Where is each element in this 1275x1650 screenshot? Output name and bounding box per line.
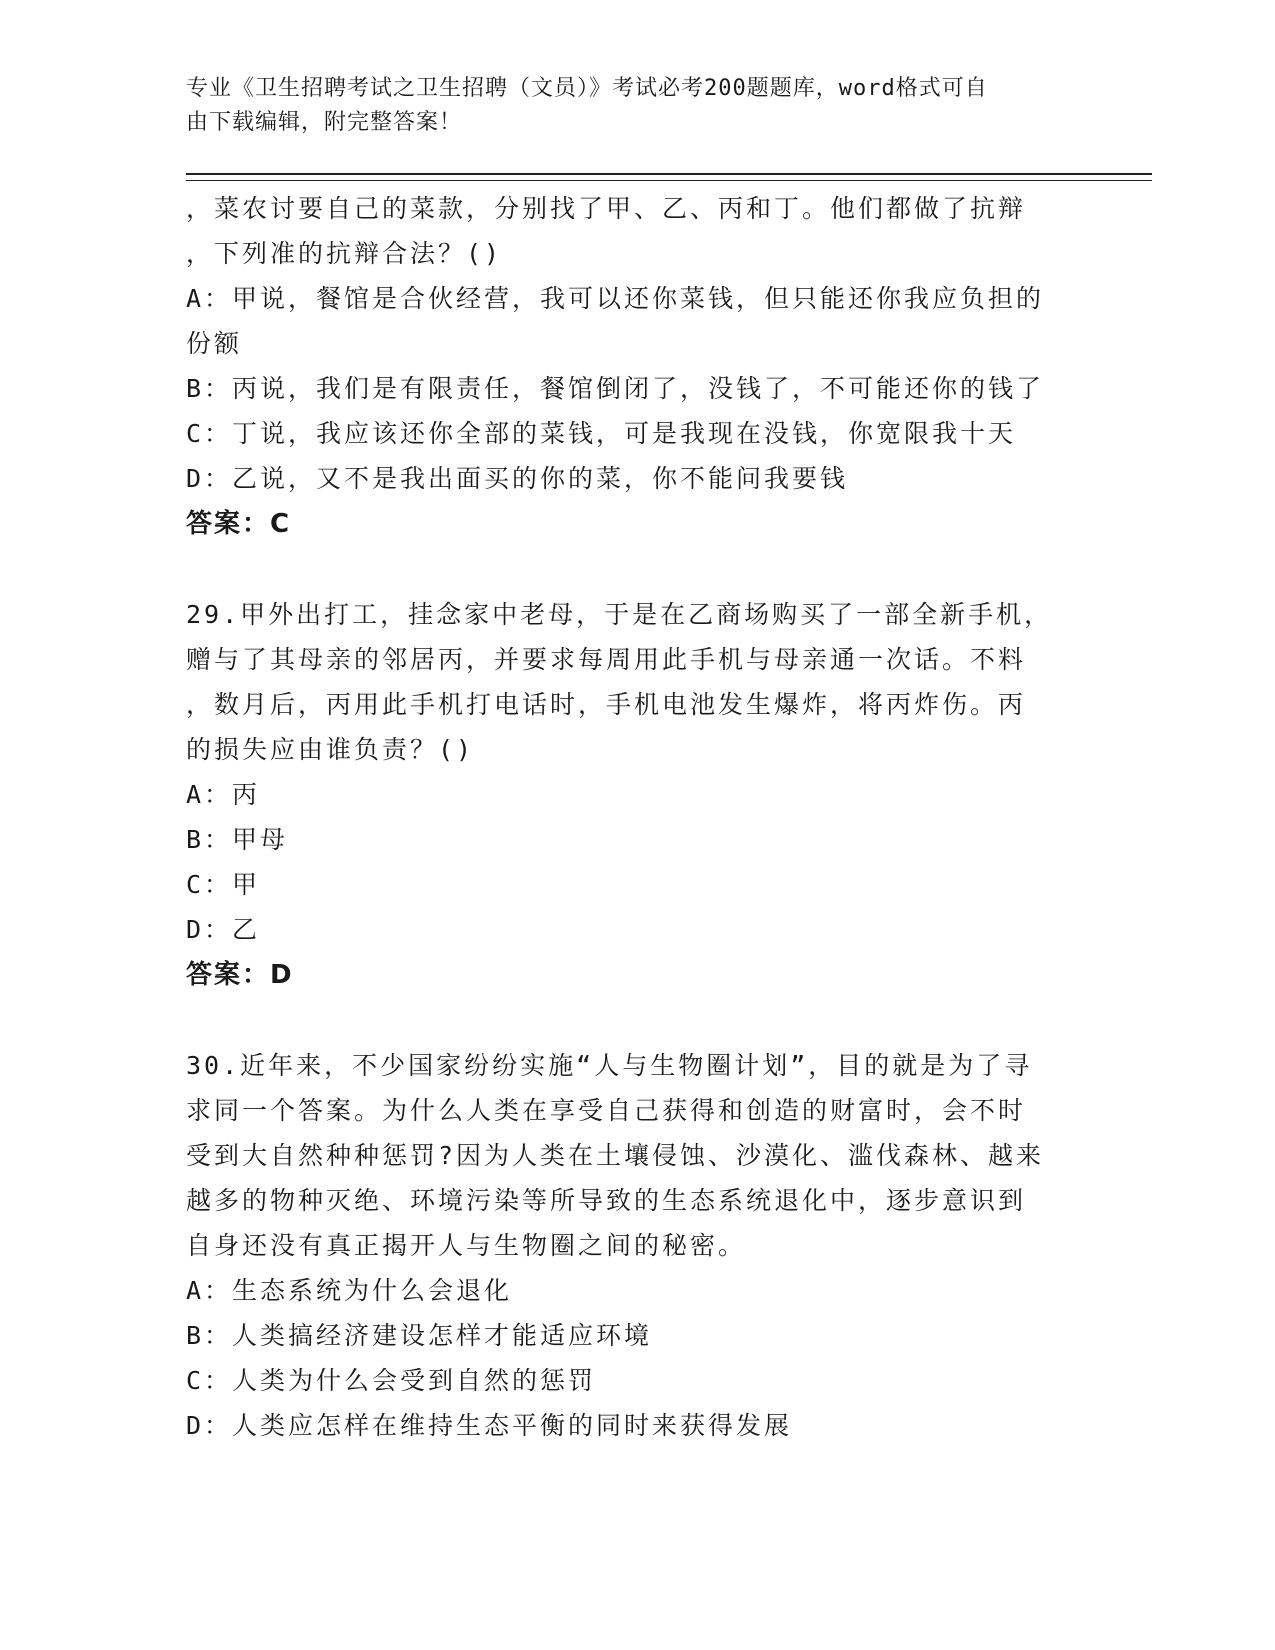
question-stem-line: 越多的物种灭绝、环境污染等所导致的生态系统退化中，逐步意识到 xyxy=(186,1186,1027,1215)
option-a: A：丙 xyxy=(186,780,261,809)
option-d: D：乙说，又不是我出面买的你的菜，你不能问我要钱 xyxy=(186,464,849,493)
spacer xyxy=(186,998,1086,1043)
option-a: A：甲说，餐馆是合伙经营，我可以还你菜钱，但只能还你我应负担的 xyxy=(186,284,1045,313)
answer-label: 答案：D xyxy=(186,960,294,990)
question-stem-line: 求同一个答案。为什么人类在享受自己获得和创造的财富时，会不时 xyxy=(186,1096,1027,1125)
header-line-2: 由下载编辑，附完整答案！ xyxy=(186,110,463,135)
answer-label: 答案：C xyxy=(186,509,292,539)
question-stem-line: 30.近年来，不少国家纷纷实施“人与生物圈计划”，目的就是为了寻 xyxy=(186,1051,1033,1080)
option-a-continued: 份额 xyxy=(186,329,243,358)
header-divider-thick xyxy=(186,173,1152,175)
option-a: A：生态系统为什么会退化 xyxy=(186,1276,513,1305)
question-stem-line: 受到大自然种种惩罚?因为人类在土壤侵蚀、沙漠化、滥伐森林、越来 xyxy=(186,1141,1045,1170)
option-b: B：丙说，我们是有限责任，餐馆倒闭了，没钱了，不可能还你的钱了 xyxy=(186,374,1045,403)
question-29 xyxy=(186,592,1086,998)
option-b: B：甲母 xyxy=(186,825,289,854)
header-line-1: 专业《卫生招聘考试之卫生招聘（文员）》考试必考200题题库，word格式可自 xyxy=(186,76,988,101)
option-d: D：人类应怎样在维持生态平衡的同时来获得发展 xyxy=(186,1411,793,1440)
question-stem-line: ，下列准的抗辩合法？() xyxy=(186,239,503,268)
option-d: D：乙 xyxy=(186,915,261,944)
spacer xyxy=(186,547,1086,592)
question-stem-line: 自身还没有真正揭开人与生物圈之间的秘密。 xyxy=(186,1231,747,1260)
question-stem-line: 29.甲外出打工，挂念家中老母，于是在乙商场购买了一部全新手机， xyxy=(186,600,1053,629)
question-30 xyxy=(186,1043,1086,1448)
question-list xyxy=(186,186,1086,1448)
header-divider-thin xyxy=(186,180,1152,181)
question-stem-line: 赠与了其母亲的邻居丙，并要求每周用此手机与母亲通一次话。不料 xyxy=(186,645,1027,674)
question-stem-line: 的损失应由谁负责？() xyxy=(186,735,475,764)
document-header xyxy=(186,72,1066,140)
option-c: C：人类为什么会受到自然的惩罚 xyxy=(186,1366,597,1395)
option-b: B：人类搞经济建设怎样才能适应环境 xyxy=(186,1321,653,1350)
question-28 xyxy=(186,186,1086,547)
question-stem-line: ，菜农讨要自己的菜款，分别找了甲、乙、丙和丁。他们都做了抗辩 xyxy=(186,194,1027,223)
option-c: C：甲 xyxy=(186,870,261,899)
question-stem-line: ，数月后，丙用此手机打电话时，手机电池发生爆炸，将丙炸伤。丙 xyxy=(186,690,1027,719)
option-c: C：丁说，我应该还你全部的菜钱，可是我现在没钱，你宽限我十天 xyxy=(186,419,1017,448)
